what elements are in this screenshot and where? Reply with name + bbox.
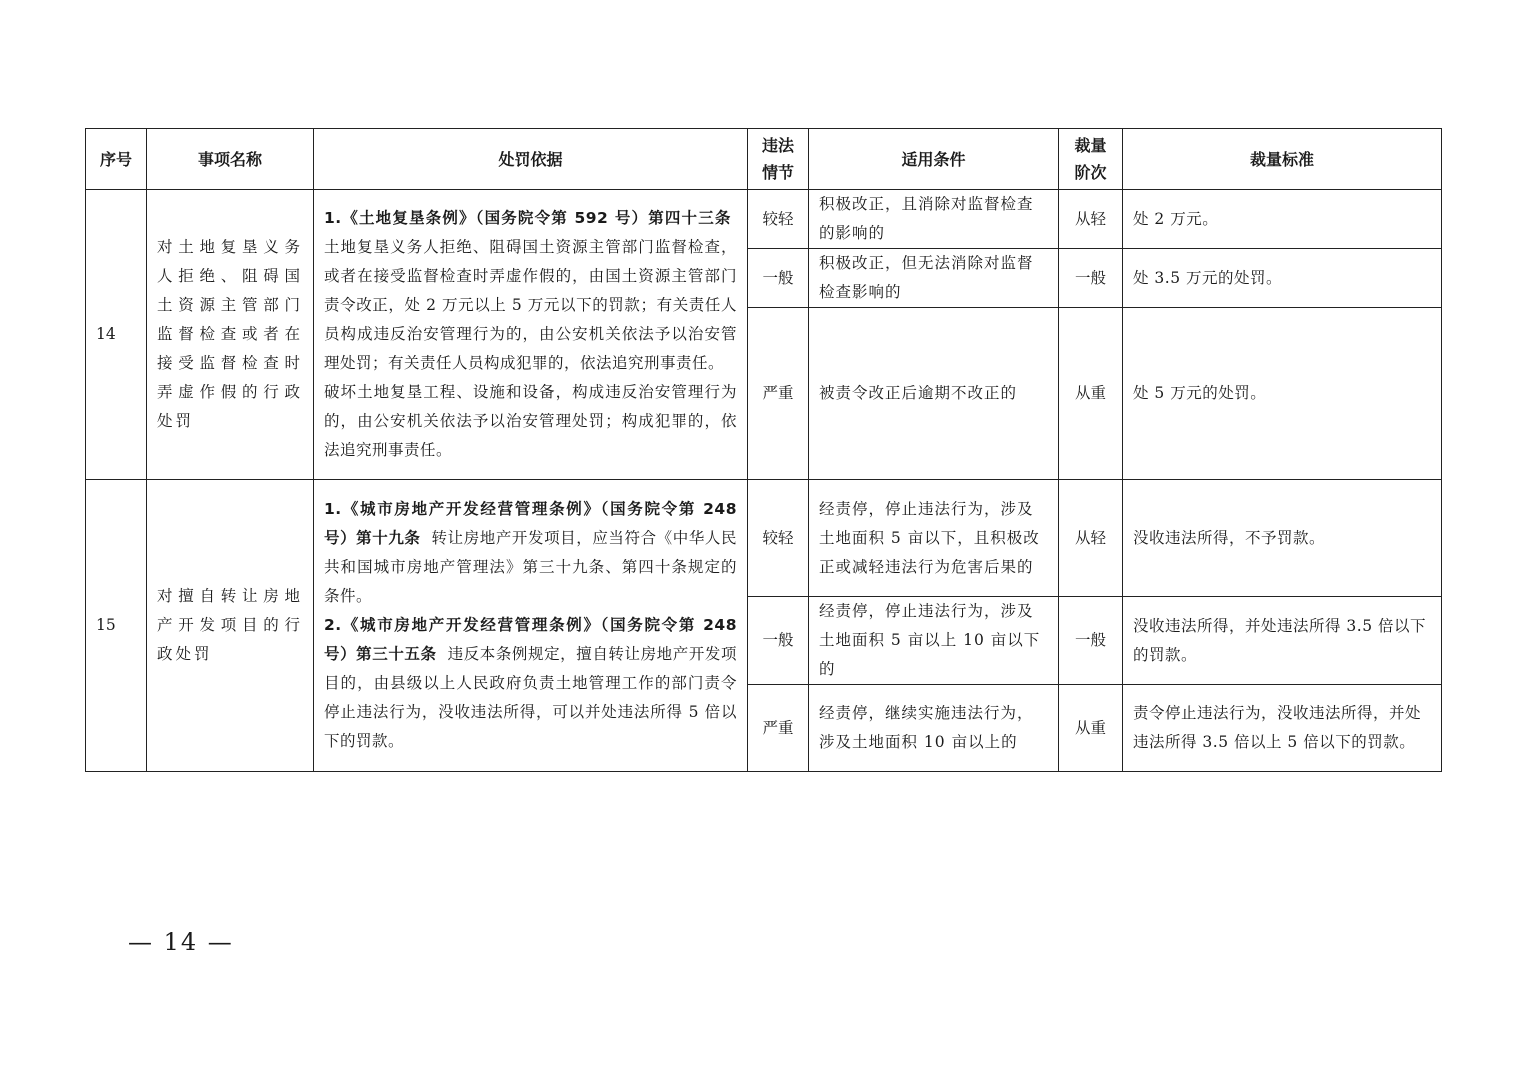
basis-text: 土地复垦义务人拒绝、阻碍国土资源主管部门监督检查，或者在接受监督检查时弄虚作假的，由国土资源主管部门责令改正，处 2 万元以上 5 万元以下的罚款；有关责任人员构成违反治安管理行为的，由公安机关依法予以治安管理处罚；有关责任人员构成犯罪的，依法追究刑事责任。 (324, 238, 737, 372)
tier-standard: 处 2 万元。 (1123, 190, 1442, 249)
table-row (86, 480, 1442, 597)
basis-title: 2.《城市房地产开发经营管理条例》（国务院令第 248 号）第三十五条 (324, 616, 737, 663)
tier-severity: 严重 (748, 685, 809, 772)
tier-standard: 处 5 万元的处罚。 (1123, 308, 1442, 480)
row-item-name: 对土地复垦义务人拒绝、阻碍国土资源主管部门监督检查或者在接受监督检查时弄虚作假的行政处罚 (147, 190, 314, 480)
header-severity (748, 129, 809, 190)
tier-standard: 处 3.5 万元的处罚。 (1123, 249, 1442, 308)
header-item-name: 事项名称 (147, 129, 314, 190)
tier-condition: 被责令改正后逾期不改正的 (809, 308, 1059, 480)
tier-condition: 经责停，停止违法行为，涉及土地面积 5 亩以下，且积极改正或减轻违法行为危害后果的 (809, 480, 1059, 597)
basis-title: 1.《土地复垦条例》（国务院令第 592 号）第四十三条 (324, 209, 732, 227)
row-no: 14 (86, 190, 147, 480)
tier-condition: 经责停，停止违法行为，涉及土地面积 5 亩以上 10 亩以下的 (809, 597, 1059, 685)
page-number: — 14 — (128, 928, 234, 956)
header-level (1059, 129, 1123, 190)
tier-level: 从重 (1059, 685, 1123, 772)
header-basis: 处罚依据 (314, 129, 748, 190)
tier-severity: 一般 (748, 249, 809, 308)
tier-level: 从重 (1059, 308, 1123, 480)
header-severity-line2: 情节 (761, 163, 794, 182)
tier-severity: 较轻 (748, 190, 809, 249)
row-no: 15 (86, 480, 147, 772)
tier-severity: 较轻 (748, 480, 809, 597)
table-row (86, 190, 1442, 249)
row-item-name: 对擅自转让房地产开发项目的行政处罚 (147, 480, 314, 772)
tier-level: 从轻 (1059, 480, 1123, 597)
tier-condition: 经责停，继续实施违法行为，涉及土地面积 10 亩以上的 (809, 685, 1059, 772)
basis-text: 转让房地产开发项目，应当符合《中华人民共和国城市房地产管理法》第三十九条、第四十条规定的条件。 (324, 529, 737, 605)
tier-condition: 积极改正，且消除对监督检查的影响的 (809, 190, 1059, 249)
row-basis (314, 480, 748, 772)
table-header-row (86, 129, 1442, 190)
tier-level: 一般 (1059, 249, 1123, 308)
header-level-line1: 裁量 (1074, 136, 1107, 155)
header-no: 序号 (86, 129, 147, 190)
tier-level: 从轻 (1059, 190, 1123, 249)
tier-standard: 责令停止违法行为，没收违法所得，并处违法所得 3.5 倍以上 5 倍以下的罚款。 (1123, 685, 1442, 772)
penalty-discretion-table (85, 128, 1442, 772)
tier-severity: 一般 (748, 597, 809, 685)
basis-text: 违反本条例规定，擅自转让房地产开发项目的，由县级以上人民政府负责土地管理工作的部门责令停止违法行为，没收违法所得，可以并处违法所得 5 倍以下的罚款。 (324, 645, 737, 750)
basis-text: 破坏土地复垦工程、设施和设备，构成违反治安管理行为的，由公安机关依法予以治安管理处罚；构成犯罪的，依法追究刑事责任。 (324, 383, 737, 459)
header-condition: 适用条件 (809, 129, 1059, 190)
tier-standard: 没收违法所得，并处违法所得 3.5 倍以下的罚款。 (1123, 597, 1442, 685)
header-level-line2: 阶次 (1074, 163, 1107, 182)
basis-title: 1.《城市房地产开发经营管理条例》（国务院令第 248 号）第十九条 (324, 500, 737, 547)
row-basis (314, 190, 748, 480)
tier-condition: 积极改正，但无法消除对监督检查影响的 (809, 249, 1059, 308)
header-standard: 裁量标准 (1123, 129, 1442, 190)
tier-level: 一般 (1059, 597, 1123, 685)
tier-standard: 没收违法所得，不予罚款。 (1123, 480, 1442, 597)
header-severity-line1: 违法 (761, 136, 794, 155)
tier-severity: 严重 (748, 308, 809, 480)
